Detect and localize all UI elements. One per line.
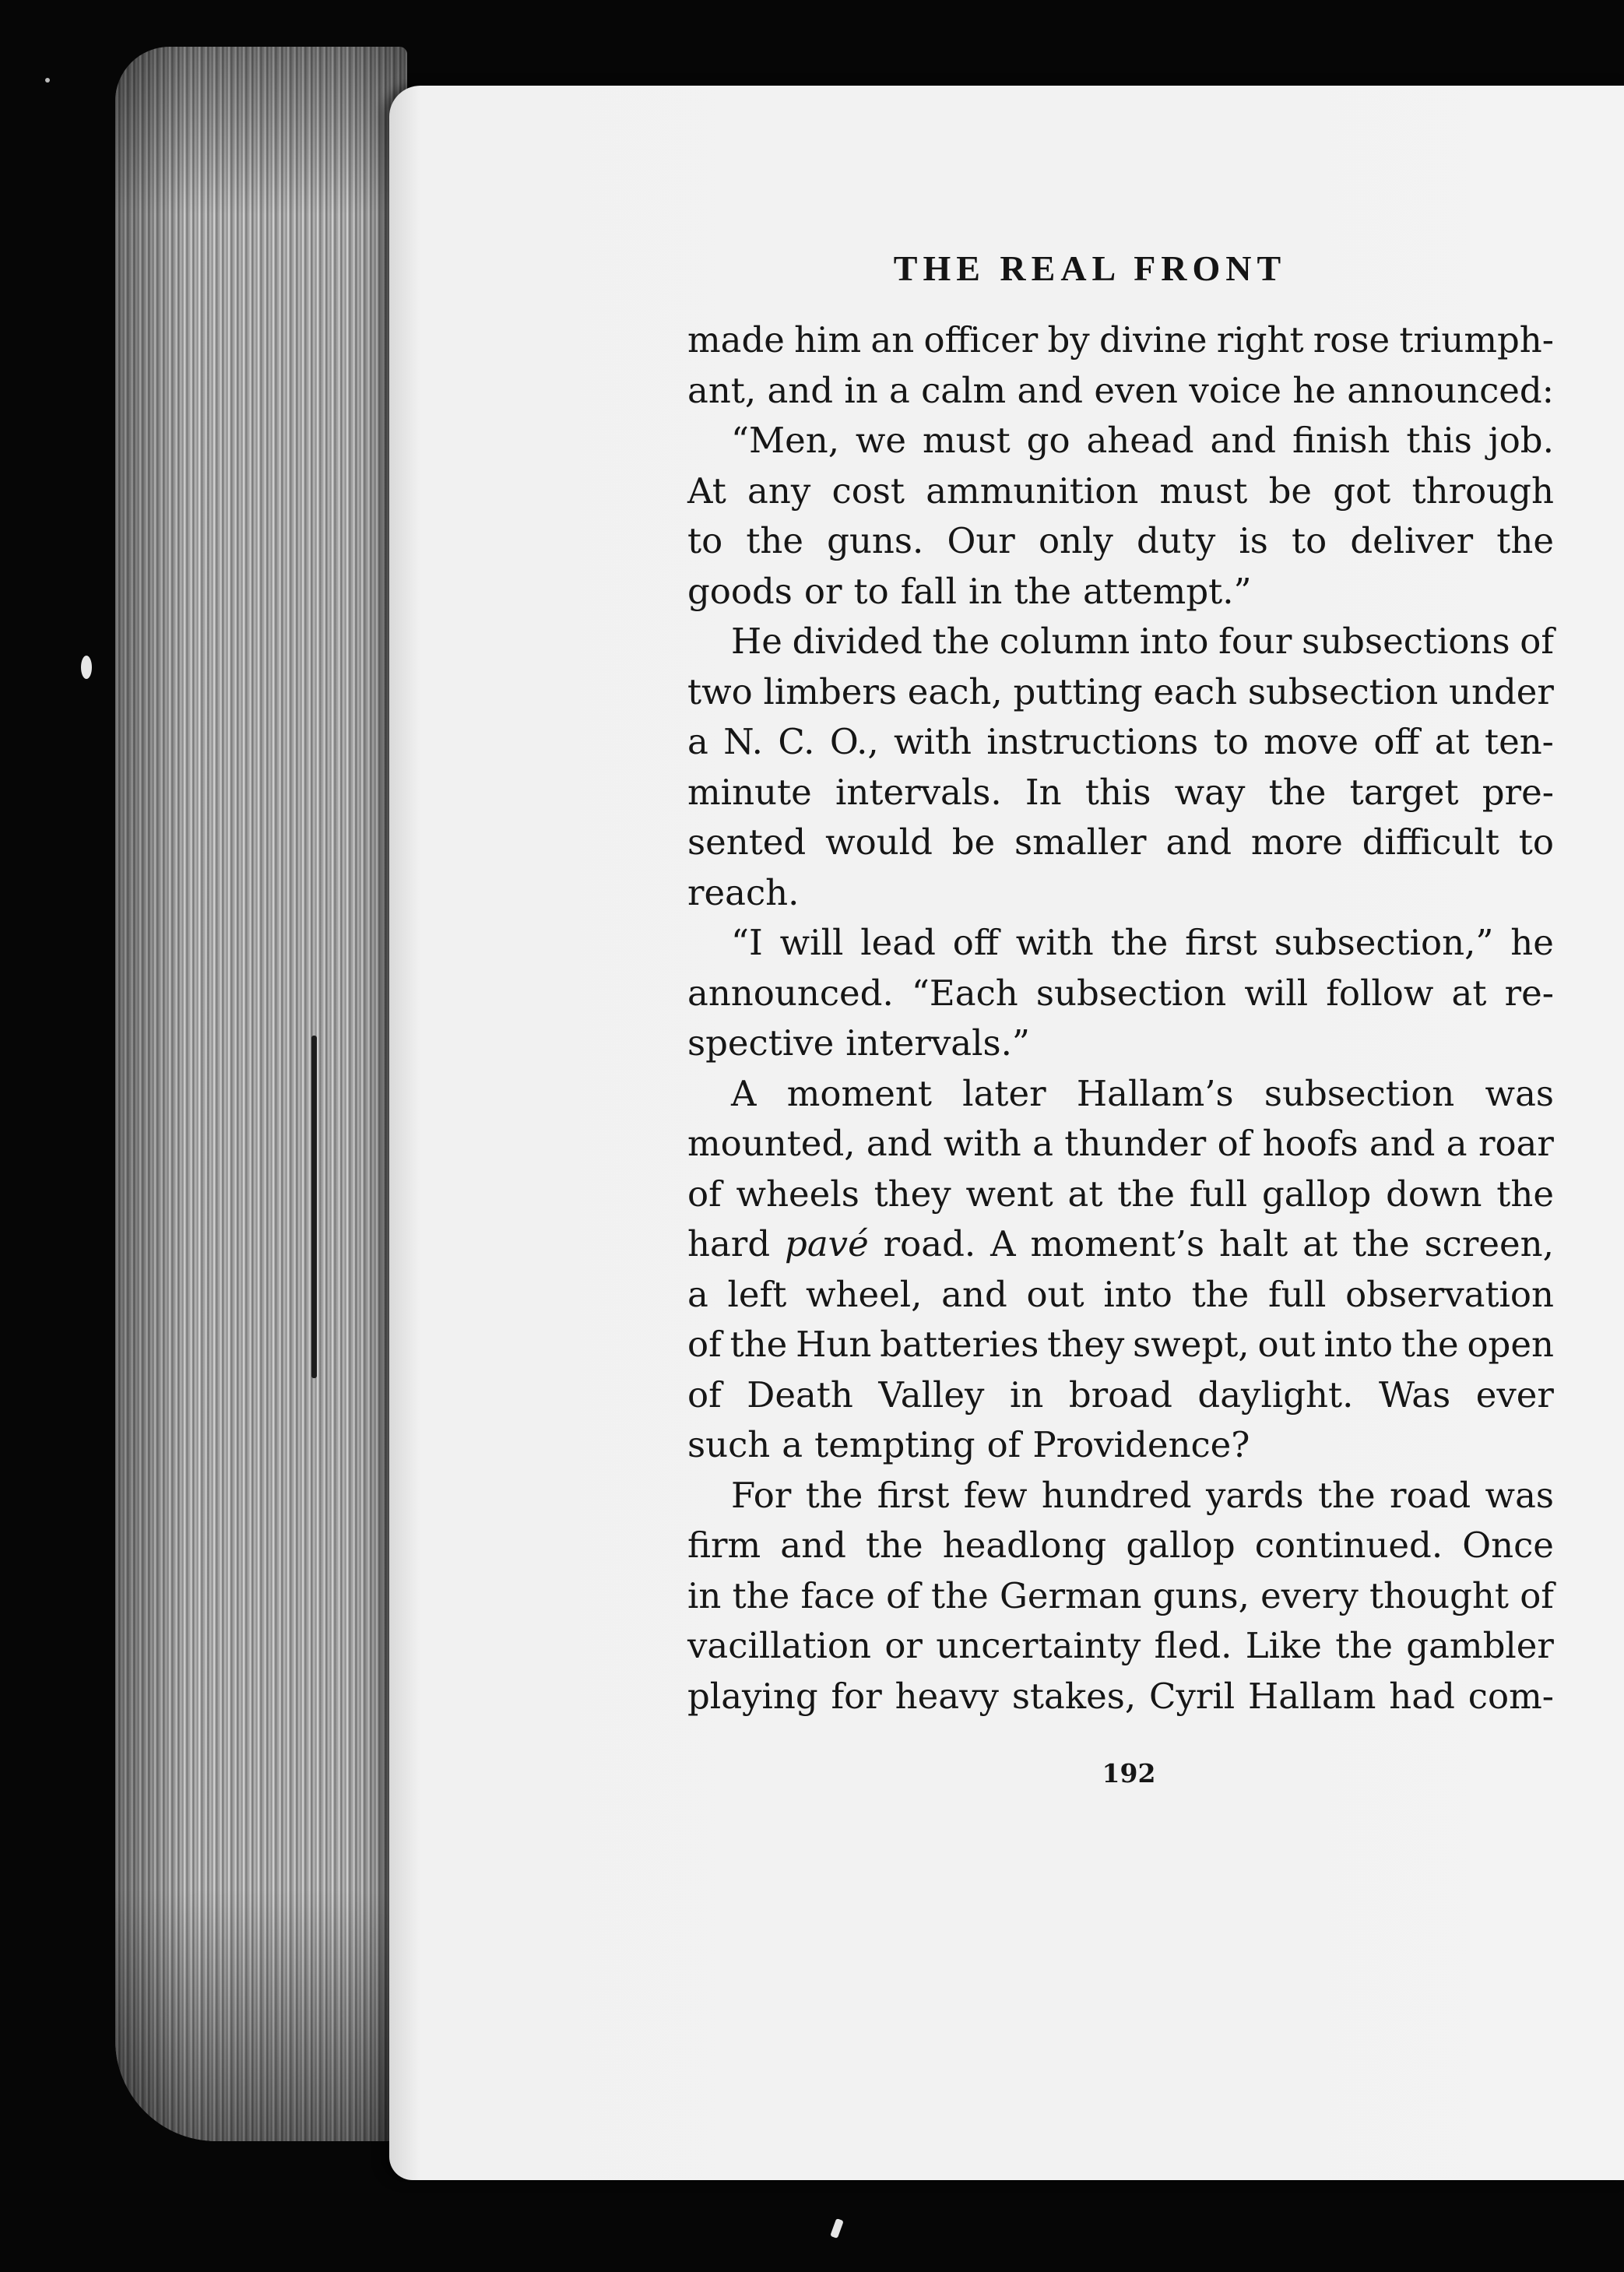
word: subsections (1302, 621, 1510, 662)
word: way (1174, 771, 1246, 813)
word: at (1067, 1173, 1103, 1215)
word: the (1191, 1273, 1250, 1315)
word: subsection (1035, 972, 1227, 1014)
text-line (687, 717, 1554, 768)
word: at (1451, 972, 1487, 1014)
word: this (1084, 771, 1151, 813)
word: ten- (1484, 721, 1554, 762)
word: headlong (942, 1525, 1107, 1566)
word: with (1015, 922, 1094, 963)
text-line (687, 1219, 1554, 1270)
word: “Each (911, 972, 1018, 1014)
word: gallop (1261, 1173, 1372, 1215)
word: had (1389, 1675, 1455, 1717)
word: this (1406, 420, 1472, 461)
word: in (844, 369, 878, 411)
word: he (1292, 369, 1336, 411)
word: target (1349, 771, 1459, 813)
word: of (986, 1424, 1021, 1465)
book-page-edges (115, 47, 407, 2141)
text-line (687, 1471, 1554, 1521)
word: yards (1205, 1474, 1304, 1516)
word: was (1485, 1474, 1554, 1516)
word: more (1250, 821, 1343, 863)
word: observation (1345, 1273, 1554, 1315)
word: of (1217, 1123, 1252, 1164)
word: of (1520, 1574, 1554, 1616)
word: ahead (1086, 420, 1194, 461)
word: later (962, 1072, 1046, 1114)
word: two (687, 670, 753, 712)
word: subsection (1264, 1072, 1455, 1114)
word: calm (921, 369, 1007, 411)
word: limbers (763, 670, 897, 712)
word: divided (792, 621, 923, 662)
word: pavé (785, 1223, 869, 1264)
word: thunder (1064, 1123, 1207, 1164)
word: guns, (1152, 1574, 1250, 1616)
word: under (1449, 670, 1554, 712)
word: Hun (796, 1324, 872, 1365)
page-edge-mark (311, 1036, 317, 1378)
word: subsection (1247, 670, 1439, 712)
word: Providence? (1032, 1424, 1250, 1465)
word: a (889, 369, 910, 411)
word: batteries (880, 1324, 1039, 1365)
word: deliver (1350, 520, 1474, 561)
text-line (687, 416, 1554, 466)
word: A (990, 1223, 1016, 1264)
word: moment (786, 1072, 932, 1114)
text-line (687, 466, 1554, 517)
word: “Men, (731, 420, 839, 461)
word: continued. (1254, 1525, 1443, 1566)
word: and (941, 1273, 1007, 1315)
word: divine (1098, 319, 1207, 360)
word: face (800, 1574, 875, 1616)
word: of (687, 1324, 722, 1365)
word: a (687, 1273, 708, 1315)
word: guns. (827, 520, 924, 561)
word: hundred (1041, 1474, 1192, 1516)
word: with (943, 1123, 1021, 1164)
word: any (747, 470, 811, 512)
word: fled. (1154, 1625, 1232, 1666)
word: must (922, 420, 1011, 461)
word: heavy (895, 1675, 999, 1717)
word: out (1026, 1273, 1084, 1315)
word: the (1335, 1625, 1393, 1666)
word: and (1210, 420, 1277, 461)
word: the (931, 1574, 989, 1616)
word: every (1260, 1574, 1359, 1616)
word: at (1434, 721, 1470, 762)
word: will (1244, 972, 1309, 1014)
text-line (687, 768, 1554, 818)
word: screen, (1424, 1223, 1554, 1264)
dust-speck (81, 656, 92, 679)
word: the (1352, 1223, 1410, 1264)
word: tempting (814, 1424, 975, 1465)
text-line (687, 366, 1554, 417)
word: For (731, 1474, 792, 1516)
word: the (1496, 1173, 1554, 1215)
word: for (831, 1675, 882, 1717)
word: the (729, 1324, 788, 1365)
word: Like (1245, 1625, 1322, 1666)
word: made (687, 319, 785, 360)
word: be (951, 821, 996, 863)
word: into (1323, 1324, 1394, 1365)
word: lead (860, 922, 936, 963)
word: spective (687, 1022, 835, 1064)
word: to (1518, 821, 1554, 863)
word: cost (831, 470, 905, 512)
word: job. (1488, 420, 1554, 461)
word: the (1117, 1173, 1175, 1215)
word: out (1257, 1324, 1316, 1365)
word: Hallam (1248, 1675, 1376, 1717)
word: Valley (878, 1373, 985, 1416)
word: stakes, (1011, 1675, 1137, 1717)
word: Was (1378, 1373, 1451, 1416)
text-line (687, 918, 1554, 969)
word: they (1047, 1324, 1125, 1365)
word: re- (1504, 972, 1554, 1014)
word: they (874, 1173, 951, 1215)
word: the (932, 621, 990, 662)
word: broad (1068, 1373, 1172, 1416)
word: and (780, 1525, 846, 1566)
word: off (952, 922, 999, 963)
word: firm (687, 1525, 761, 1566)
word: even (1094, 369, 1179, 411)
word: the (1317, 1474, 1376, 1516)
word: and (1369, 1123, 1436, 1164)
word: wheel, (805, 1273, 923, 1315)
word: com- (1468, 1675, 1554, 1717)
word: and (1165, 821, 1232, 863)
text-line (687, 1420, 1554, 1471)
word: few (963, 1474, 1028, 1516)
text-line (687, 1621, 1554, 1672)
word: will (779, 922, 844, 963)
word: playing (687, 1675, 818, 1717)
word: a (687, 721, 708, 762)
word: swept, (1133, 1324, 1250, 1365)
word: an (870, 319, 915, 360)
word: ever (1475, 1373, 1554, 1416)
word: duty (1136, 520, 1216, 561)
word: officer (923, 319, 1039, 360)
word: Our (947, 520, 1015, 561)
word: would (825, 821, 933, 863)
body-text (687, 315, 1554, 1722)
word: Once (1462, 1525, 1554, 1566)
word: reach. (687, 871, 800, 913)
text-line (687, 1672, 1554, 1722)
word: the (1401, 1324, 1459, 1365)
word: go (1026, 420, 1070, 461)
word: and (767, 369, 834, 411)
word: intervals. (835, 771, 1002, 813)
word: attempt.” (1083, 570, 1252, 612)
word: the (1110, 922, 1169, 963)
text-line (687, 1571, 1554, 1622)
text-line (687, 1320, 1554, 1370)
word: down (1386, 1173, 1482, 1215)
word: to (853, 570, 889, 612)
word: first (1185, 922, 1257, 963)
word: intervals.” (845, 1022, 1030, 1064)
word: with (894, 721, 972, 762)
word: ant, (687, 369, 757, 411)
running-head: THE REAL FRONT (893, 248, 1287, 288)
text-line (687, 1270, 1554, 1321)
word: the (746, 520, 804, 561)
word: got (1333, 470, 1391, 512)
word: into (1139, 621, 1209, 662)
word: off (1373, 721, 1420, 762)
word: putting (1013, 670, 1143, 712)
word: each (1153, 670, 1238, 712)
word: minute (687, 771, 812, 813)
word: he (1510, 922, 1554, 963)
word: in (968, 570, 1003, 612)
text-line (687, 617, 1554, 667)
word: sented (687, 821, 807, 863)
word: each, (907, 670, 1003, 712)
word: announced. (687, 972, 894, 1014)
word: or (884, 1625, 923, 1666)
word: the (1496, 520, 1554, 561)
word: left (727, 1273, 787, 1315)
word: four (1218, 621, 1292, 662)
word: first (877, 1474, 950, 1516)
word: roar (1478, 1123, 1554, 1164)
word: right (1216, 319, 1304, 360)
word: goods (687, 570, 793, 612)
word: Cyril (1149, 1675, 1236, 1717)
word: Hallam’s (1076, 1072, 1234, 1114)
word: difficult (1362, 821, 1499, 863)
word: subsection,” (1274, 922, 1494, 963)
word: a (1446, 1123, 1468, 1164)
word: gallop (1126, 1525, 1236, 1566)
word: was (1485, 1072, 1554, 1114)
word: smaller (1014, 821, 1147, 863)
word: German (999, 1574, 1142, 1616)
word: is (1239, 520, 1268, 561)
word: to (1213, 721, 1249, 762)
text-line (687, 818, 1554, 868)
text-line (687, 315, 1554, 366)
word: through (1411, 470, 1554, 512)
word: hard (687, 1223, 771, 1264)
word: instructions (986, 721, 1199, 762)
text-line (687, 1018, 1554, 1069)
word: C. (778, 721, 815, 762)
word: only (1038, 520, 1113, 561)
word: the (865, 1525, 923, 1566)
word: announced: (1347, 369, 1554, 411)
word: follow (1326, 972, 1434, 1014)
word: such (687, 1424, 771, 1465)
word: of (687, 1373, 722, 1416)
text-line (687, 1521, 1554, 1571)
word: be (1268, 470, 1313, 512)
word: halt (1218, 1223, 1288, 1264)
text-line (687, 1370, 1554, 1421)
text-line (687, 1119, 1554, 1169)
text-line (687, 1169, 1554, 1220)
word: N. (723, 721, 763, 762)
word: of (886, 1574, 920, 1616)
word: in (1009, 1373, 1044, 1416)
word: wheels (736, 1173, 859, 1215)
word: in (687, 1574, 722, 1616)
word: we (855, 420, 907, 461)
word: into (1103, 1273, 1172, 1315)
word: At (687, 470, 726, 512)
text-line (687, 516, 1554, 567)
word: must (1159, 470, 1248, 512)
word: column (999, 621, 1130, 662)
word: of (1520, 621, 1554, 662)
text-line (687, 1069, 1554, 1120)
word: the (732, 1574, 790, 1616)
text-line (687, 567, 1554, 617)
word: uncertainty (936, 1625, 1141, 1666)
word: gambler (1406, 1625, 1554, 1666)
word: hoofs (1262, 1123, 1359, 1164)
dust-speck (45, 78, 50, 83)
word: thought (1369, 1574, 1509, 1616)
text-line (687, 667, 1554, 718)
word: the (805, 1474, 863, 1516)
page-number: 192 (1102, 1758, 1156, 1788)
word: He (731, 621, 782, 662)
text-line (687, 969, 1554, 1019)
word: full (1267, 1273, 1327, 1315)
word: of (687, 1173, 722, 1215)
word: and (866, 1123, 933, 1164)
word: full (1189, 1173, 1248, 1215)
word: went (965, 1173, 1053, 1215)
word: him (794, 319, 862, 360)
word: rose (1313, 319, 1390, 360)
word: Death (747, 1373, 853, 1416)
word: road. (883, 1223, 976, 1264)
word: daylight. (1197, 1373, 1354, 1416)
word: finish (1292, 420, 1390, 461)
word: pre- (1482, 771, 1554, 813)
dust-speck (830, 2218, 844, 2239)
word: “I (731, 922, 763, 963)
word: moment’s (1030, 1223, 1205, 1264)
word: ammunition (926, 470, 1139, 512)
word: a (782, 1424, 803, 1465)
word: open (1467, 1324, 1554, 1365)
word: O., (829, 721, 879, 762)
word: to (1292, 520, 1327, 561)
word: by (1047, 319, 1090, 360)
word: the (1268, 771, 1327, 813)
word: at (1302, 1223, 1338, 1264)
word: and (1017, 369, 1084, 411)
word: road (1389, 1474, 1471, 1516)
word: a (1032, 1123, 1053, 1164)
word: mounted, (687, 1123, 856, 1164)
word: voice (1189, 369, 1282, 411)
word: triumph- (1399, 319, 1554, 360)
word: vacillation (687, 1625, 872, 1666)
word: fall (900, 570, 957, 612)
text-line (687, 868, 1554, 919)
word: to (687, 520, 723, 561)
word: move (1264, 721, 1359, 762)
word: In (1025, 771, 1062, 813)
word: A (731, 1072, 757, 1114)
word: the (1014, 570, 1072, 612)
word: or (803, 570, 842, 612)
